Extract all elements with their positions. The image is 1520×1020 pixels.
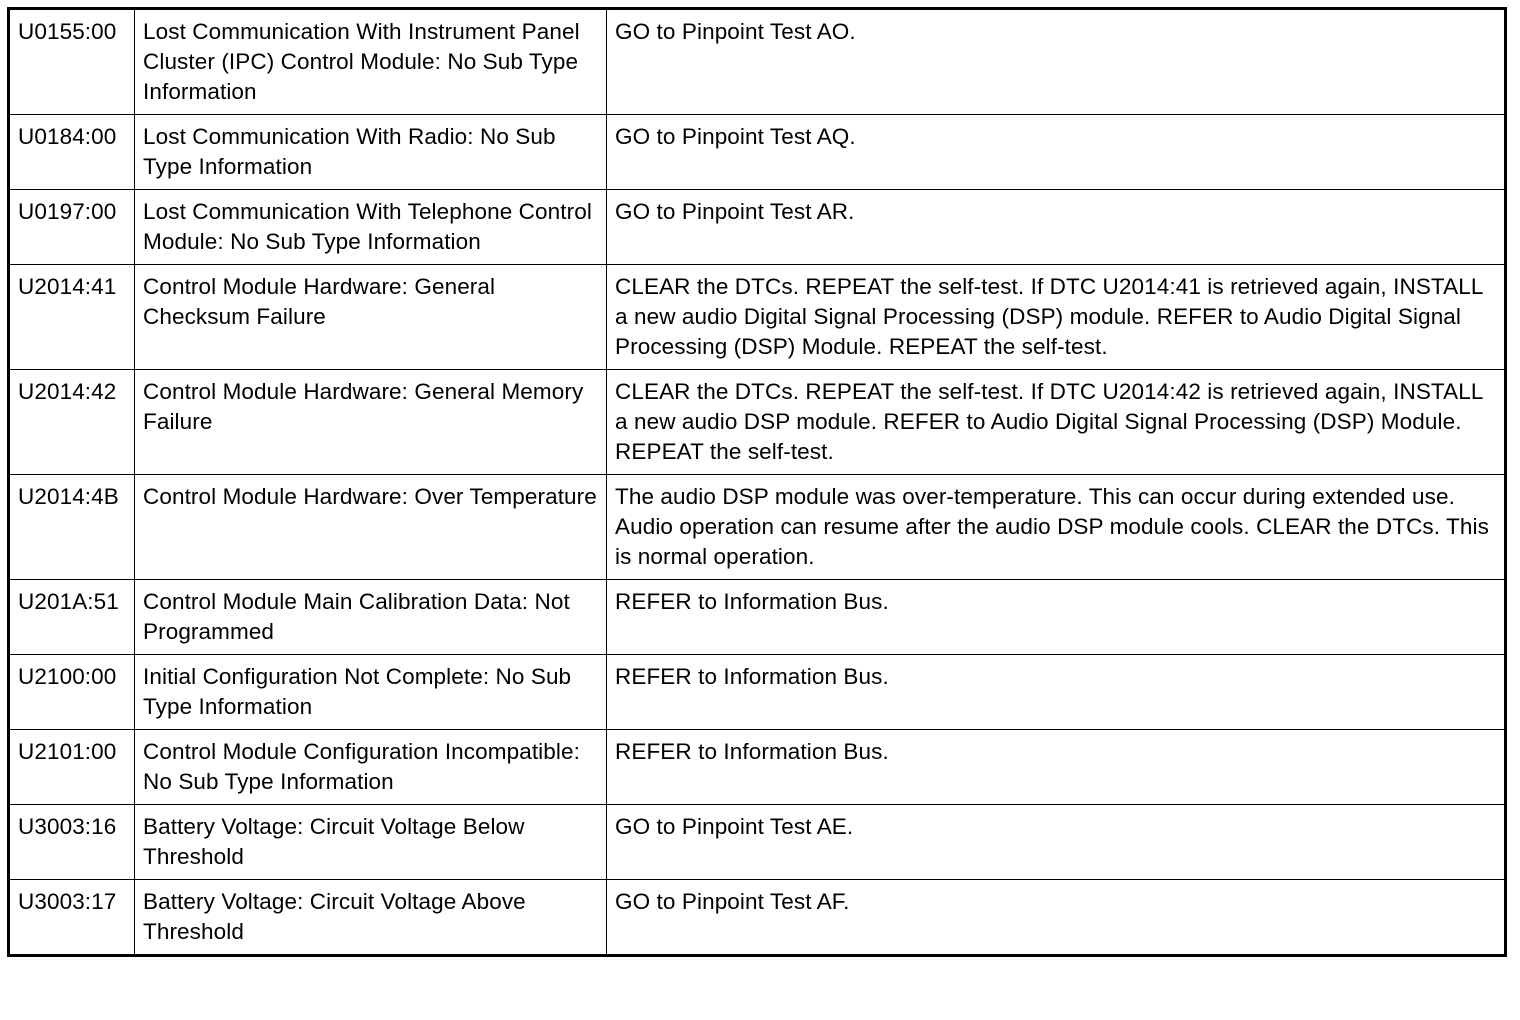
dtc-description-cell: Control Module Configuration Incompatible: No Sub Type Information	[135, 730, 607, 805]
dtc-table	[7, 7, 1507, 957]
dtc-action-cell: REFER to Information Bus.	[607, 730, 1506, 805]
dtc-code-cell: U0155:00	[9, 9, 135, 115]
dtc-code-cell: U3003:17	[9, 880, 135, 956]
dtc-code-cell: U2101:00	[9, 730, 135, 805]
dtc-action-cell: GO to Pinpoint Test AF.	[607, 880, 1506, 956]
table-row	[9, 805, 1506, 880]
dtc-description-cell: Control Module Hardware: Over Temperature	[135, 475, 607, 580]
dtc-action-cell: REFER to Information Bus.	[607, 655, 1506, 730]
dtc-description-cell: Battery Voltage: Circuit Voltage Below Threshold	[135, 805, 607, 880]
dtc-action-cell: REFER to Information Bus.	[607, 580, 1506, 655]
table-row	[9, 370, 1506, 475]
dtc-action-cell: GO to Pinpoint Test AE.	[607, 805, 1506, 880]
dtc-code-cell: U0184:00	[9, 115, 135, 190]
table-row	[9, 475, 1506, 580]
dtc-description-cell: Initial Configuration Not Complete: No Sub Type Information	[135, 655, 607, 730]
table-row	[9, 9, 1506, 115]
table-row	[9, 880, 1506, 956]
dtc-description-cell: Control Module Hardware: General Checksum Failure	[135, 265, 607, 370]
table-row	[9, 190, 1506, 265]
dtc-description-cell: Control Module Main Calibration Data: Not Programmed	[135, 580, 607, 655]
dtc-action-cell: GO to Pinpoint Test AQ.	[607, 115, 1506, 190]
table-row	[9, 730, 1506, 805]
dtc-code-cell: U0197:00	[9, 190, 135, 265]
dtc-table-body	[9, 9, 1506, 956]
dtc-description-cell: Lost Communication With Radio: No Sub Type Information	[135, 115, 607, 190]
dtc-code-cell: U2014:4B	[9, 475, 135, 580]
dtc-code-cell: U3003:16	[9, 805, 135, 880]
dtc-action-cell: CLEAR the DTCs. REPEAT the self-test. If DTC U2014:42 is retrieved again, INSTALL a new audio DSP module. REFER to Audio Digital Signal Processing (DSP) Module. REPEAT the self-test.	[607, 370, 1506, 475]
dtc-action-cell: The audio DSP module was over-temperature. This can occur during extended use. Audio operation can resume after the audio DSP module cools. CLEAR the DTCs. This is normal operation.	[607, 475, 1506, 580]
table-row	[9, 265, 1506, 370]
table-row	[9, 115, 1506, 190]
dtc-description-cell: Battery Voltage: Circuit Voltage Above Threshold	[135, 880, 607, 956]
table-row	[9, 655, 1506, 730]
dtc-action-cell: CLEAR the DTCs. REPEAT the self-test. If DTC U2014:41 is retrieved again, INSTALL a new audio Digital Signal Processing (DSP) module. REFER to Audio Digital Signal Processing (DSP) Module. REPEAT the self-test.	[607, 265, 1506, 370]
dtc-description-cell: Lost Communication With Instrument Panel Cluster (IPC) Control Module: No Sub Type Information	[135, 9, 607, 115]
table-row	[9, 580, 1506, 655]
dtc-action-cell: GO to Pinpoint Test AO.	[607, 9, 1506, 115]
dtc-description-cell: Lost Communication With Telephone Control Module: No Sub Type Information	[135, 190, 607, 265]
dtc-description-cell: Control Module Hardware: General Memory Failure	[135, 370, 607, 475]
dtc-code-cell: U2014:42	[9, 370, 135, 475]
dtc-action-cell: GO to Pinpoint Test AR.	[607, 190, 1506, 265]
dtc-code-cell: U201A:51	[9, 580, 135, 655]
dtc-code-cell: U2014:41	[9, 265, 135, 370]
dtc-code-cell: U2100:00	[9, 655, 135, 730]
